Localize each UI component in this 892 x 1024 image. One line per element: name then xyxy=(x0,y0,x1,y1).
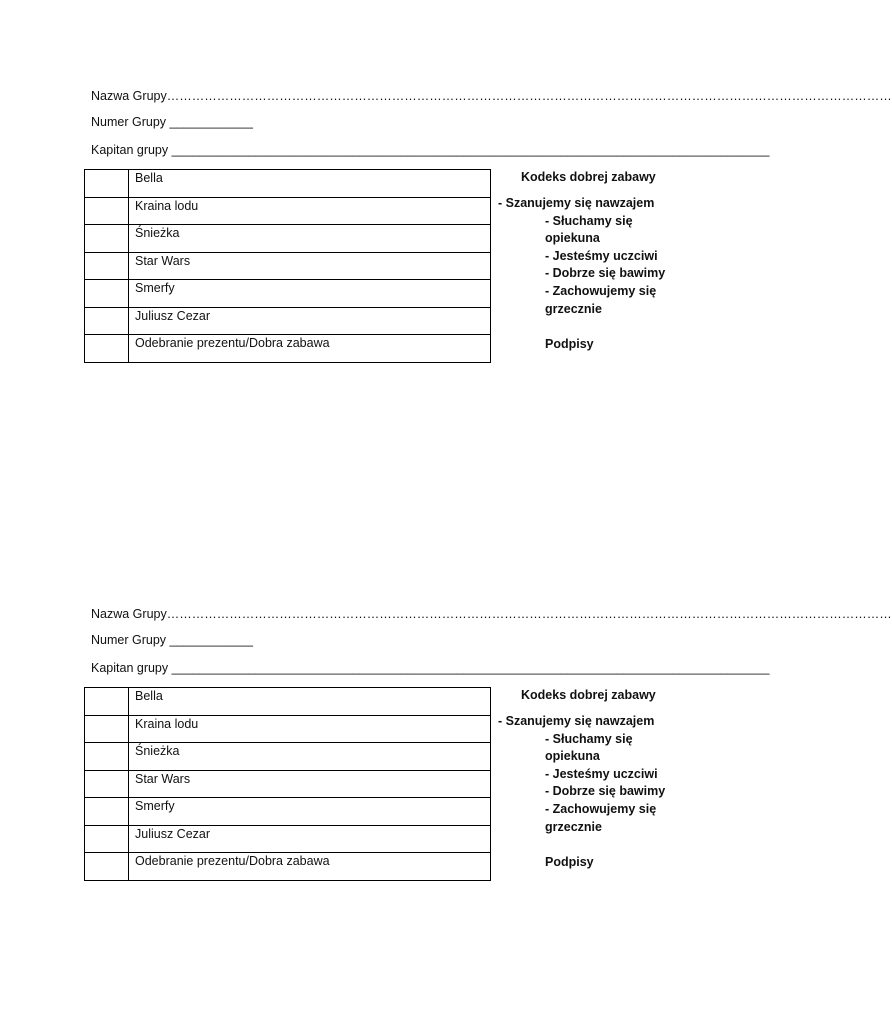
checkbox-cell[interactable] xyxy=(85,335,129,363)
checkbox-cell[interactable] xyxy=(85,798,129,826)
task-name: Odebranie prezentu/Dobra zabawa xyxy=(129,335,491,363)
code-title: Kodeks dobrej zabawy xyxy=(521,170,656,184)
checkbox-cell[interactable] xyxy=(85,280,129,308)
checkbox-cell[interactable] xyxy=(85,170,129,198)
code-rule: - Jesteśmy uczciwi xyxy=(545,766,658,781)
table-row xyxy=(85,307,491,335)
checkbox-cell[interactable] xyxy=(85,252,129,280)
code-rule: - Dobrze się bawimy xyxy=(545,784,666,799)
task-name: Juliusz Cezar xyxy=(129,825,491,853)
table-row xyxy=(85,688,491,716)
table-row xyxy=(85,335,491,363)
checkbox-cell[interactable] xyxy=(85,197,129,225)
table-row xyxy=(85,197,491,225)
code-rule: - Zachowujemy się grzecznie xyxy=(545,283,657,316)
checkbox-cell[interactable] xyxy=(85,307,129,335)
group-number-line[interactable]: Numer Grupy ____________ xyxy=(91,633,253,647)
table-row xyxy=(85,170,491,198)
table-row xyxy=(85,770,491,798)
task-name: Bella xyxy=(129,170,491,198)
code-rule: - Jesteśmy uczciwi xyxy=(545,248,658,263)
table-row xyxy=(85,225,491,253)
code-rule: - Słuchamy się opiekuna xyxy=(545,731,633,764)
group-name-line[interactable]: Nazwa Grupy………………………………………………………………………………………………………………………………………………………… xyxy=(91,89,892,103)
checkbox-cell[interactable] xyxy=(85,688,129,716)
group-name-line[interactable]: Nazwa Grupy………………………………………………………………………………………………………………………………………………………… xyxy=(91,607,892,621)
task-name: Bella xyxy=(129,688,491,716)
code-rule: - Zachowujemy się grzecznie xyxy=(545,801,657,834)
code-of-conduct xyxy=(498,169,698,354)
task-name: Kraina lodu xyxy=(129,197,491,225)
task-table xyxy=(84,687,491,881)
table-row xyxy=(85,825,491,853)
code-rule: - Szanujemy się nawzajem xyxy=(498,196,655,210)
table-row xyxy=(85,798,491,826)
signatures-label: Podpisy xyxy=(545,337,594,352)
task-name: Kraina lodu xyxy=(129,715,491,743)
task-name: Odebranie prezentu/Dobra zabawa xyxy=(129,853,491,881)
task-table xyxy=(84,169,491,363)
code-of-conduct xyxy=(498,687,698,872)
code-rule: - Dobrze się bawimy xyxy=(545,266,666,281)
task-name: Juliusz Cezar xyxy=(129,307,491,335)
group-form-2 xyxy=(0,518,892,870)
task-name: Śnieżka xyxy=(129,743,491,771)
checkbox-cell[interactable] xyxy=(85,715,129,743)
task-name: Śnieżka xyxy=(129,225,491,253)
signatures-label: Podpisy xyxy=(545,855,594,870)
group-number-line[interactable]: Numer Grupy ____________ xyxy=(91,115,253,129)
checkbox-cell[interactable] xyxy=(85,825,129,853)
captain-line[interactable]: Kapitan grupy ______________________________________________________________________________________ xyxy=(91,143,770,157)
checkbox-cell[interactable] xyxy=(85,853,129,881)
code-rule: - Szanujemy się nawzajem xyxy=(498,714,655,728)
task-name: Star Wars xyxy=(129,252,491,280)
checkbox-cell[interactable] xyxy=(85,225,129,253)
table-row xyxy=(85,715,491,743)
group-form-1 xyxy=(0,0,892,352)
code-title: Kodeks dobrej zabawy xyxy=(521,688,656,702)
code-rule: - Słuchamy się opiekuna xyxy=(545,213,633,246)
checkbox-cell[interactable] xyxy=(85,770,129,798)
task-name: Smerfy xyxy=(129,280,491,308)
table-row xyxy=(85,280,491,308)
table-row xyxy=(85,853,491,881)
checkbox-cell[interactable] xyxy=(85,743,129,771)
table-row xyxy=(85,252,491,280)
table-row xyxy=(85,743,491,771)
task-name: Star Wars xyxy=(129,770,491,798)
task-name: Smerfy xyxy=(129,798,491,826)
captain-line[interactable]: Kapitan grupy ______________________________________________________________________________________ xyxy=(91,661,770,675)
